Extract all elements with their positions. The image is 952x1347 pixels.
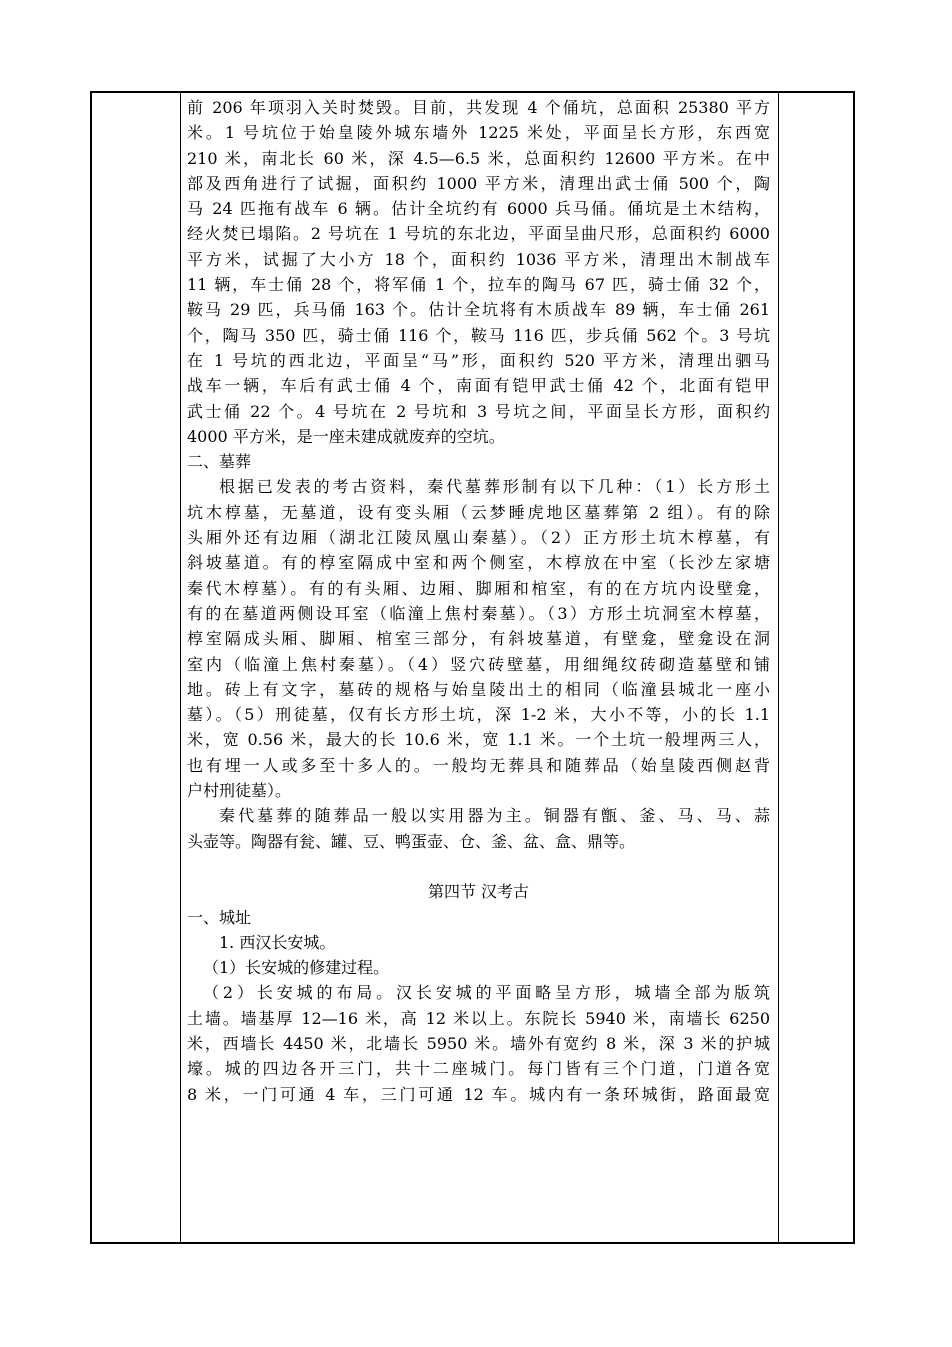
content-cell bbox=[181, 93, 779, 1242]
text-line: 秦代墓葬的随葬品一般以实用器为主。铜器有甑、釜、马、马、蒜 bbox=[219, 806, 770, 826]
text-line: 有的在墓道两侧设耳室（临潼上焦村秦墓）。（3）方形土坑洞室木椁墓， bbox=[187, 603, 770, 623]
text-line: 户村刑徒墓）。 bbox=[187, 781, 292, 801]
text-line: 马 24 匹拖有战车 6 辆。估计全坑约有 6000 兵马俑。俑坑是土木结构， bbox=[187, 199, 770, 219]
subsection-heading: （1）长安城的修建过程。 bbox=[203, 958, 390, 978]
text-line: （2）长安城的布局。汉长安城的平面略呈方形，城墙全部为版筑 bbox=[203, 983, 770, 1003]
right-margin-cell bbox=[779, 93, 853, 1242]
text-line: 头壶等。陶器有瓮、罐、豆、鸭蛋壶、仓、釜、盆、盒、鼎等。 bbox=[187, 831, 636, 851]
chapter-title: 第四节 汉考古 bbox=[427, 882, 530, 902]
text-line: 鞍马 29 匹，兵马俑 163 个。估计全坑将有木质战车 89 辆，车士俑 261 bbox=[187, 300, 770, 320]
text-line: 也有埋一人或多至十多人的。一般均无葬具和随葬品（始皇陵西侧赵背 bbox=[187, 755, 770, 775]
text-line: 8 米，一门可通 4 车，三门可通 12 车。城内有一条环城街，路面最宽 bbox=[187, 1084, 770, 1104]
text-line: 米。1 号坑位于始皇陵外城东墙外 1225 米处，平面呈长方形，东西宽 bbox=[187, 123, 770, 143]
blank-line bbox=[187, 854, 770, 879]
left-margin-cell bbox=[92, 93, 181, 1242]
document-table bbox=[90, 91, 855, 1244]
text-line: 室内（临潼上焦村秦墓）。（4）竖穴砖壁墓，用细绳纹砖砌造墓壁和铺 bbox=[187, 654, 770, 674]
text-line: 个，陶马 350 匹，骑士俑 116 个，鞍马 116 匹，步兵俑 562 个。3 号坑 bbox=[187, 325, 770, 345]
text-line: 地。砖上有文字，墓砖的规格与始皇陵出土的相同（临潼县城北一座小 bbox=[187, 679, 770, 699]
text-line: 前 206 年项羽入关时焚毁。目前，共发现 4 个俑坑，总面积 25380 平方 bbox=[187, 98, 770, 117]
text-line: 墓）。（5）刑徒墓，仅有长方形土坑，深 1-2 米，大小不等，小的长 1.1 bbox=[187, 705, 770, 725]
text-line: 在 1 号坑的西北边，平面呈“马”形，面积约 520 平方米，清理出驷马 bbox=[187, 350, 770, 370]
text-line: 土墙。墙基厚 12—16 米，高 12 米以上。东院长 5940 米，南墙长 6250 bbox=[187, 1008, 770, 1028]
text-line: 11 辆，车士俑 28 个，将军俑 1 个，拉车的陶马 67 匹，骑士俑 32 个， bbox=[187, 275, 770, 295]
section-heading: 二、墓葬 bbox=[187, 452, 252, 472]
text-line: 头厢外还有边厢（湖北江陵凤凰山秦墓）。（2）正方形土坑木椁墓，有 bbox=[187, 528, 770, 548]
text-line: 武士俑 22 个。4 号坑在 2 号坑和 3 号坑之间，平面呈长方形，面积约 bbox=[187, 401, 770, 421]
text-line: 210 米，南北长 60 米，深 4.5—6.5 米，总面积约 12600 平方米。在中 bbox=[187, 148, 770, 168]
text-line: 平方米，试掘了大小方 18 个，面积约 1036 平方米，清理出木制战车 bbox=[187, 249, 770, 269]
text-line: 米，宽 0.56 米，最大的长 10.6 米，宽 1.1 米。一个土坑一般埋两三人， bbox=[187, 730, 770, 750]
text-line: 坑木椁墓，无墓道，设有变头厢（云梦睡虎地区墓葬第 2 组）。有的除 bbox=[187, 502, 770, 522]
text-line: 部及西角进行了试掘，面积约 1000 平方米，清理出武士俑 500 个，陶 bbox=[187, 173, 770, 193]
text-line: 战车一辆，车后有武士俑 4 个，南面有铠甲武士俑 42 个，北面有铠甲 bbox=[187, 376, 770, 396]
text-line: 斜坡墓道。有的椁室隔成中室和两个侧室，木椁放在中室（长沙左家塘 bbox=[187, 553, 770, 573]
text-line: 椁室隔成头厢、脚厢、棺室三部分，有斜坡墓道，有壁龛，壁龛设在洞 bbox=[187, 629, 770, 649]
text-line: 根据已发表的考古资料，秦代墓葬形制有以下几种：（1）长方形土 bbox=[219, 477, 770, 497]
text-line: 米，西墙长 4450 米，北墙长 5950 米。墙外有宽约 8 米，深 3 米的护城 bbox=[187, 1033, 770, 1053]
text-line: 经火焚已塌陷。2 号坑在 1 号坑的东北边，平面呈曲尺形，总面积约 6000 bbox=[187, 224, 770, 244]
text-line: 秦代木椁墓）。有的有头厢、边厢、脚厢和棺室，有的在方坑内设壁龛， bbox=[187, 578, 770, 598]
section-heading: 一、城址 bbox=[187, 907, 252, 927]
subsection-heading: 1. 西汉长安城。 bbox=[219, 932, 336, 952]
text-line: 4000 平方米，是一座未建成就废弃的空坑。 bbox=[187, 426, 505, 446]
text-line: 壕。城的四边各开三门，共十二座城门。每门皆有三个门道，门道各宽 bbox=[187, 1059, 770, 1079]
